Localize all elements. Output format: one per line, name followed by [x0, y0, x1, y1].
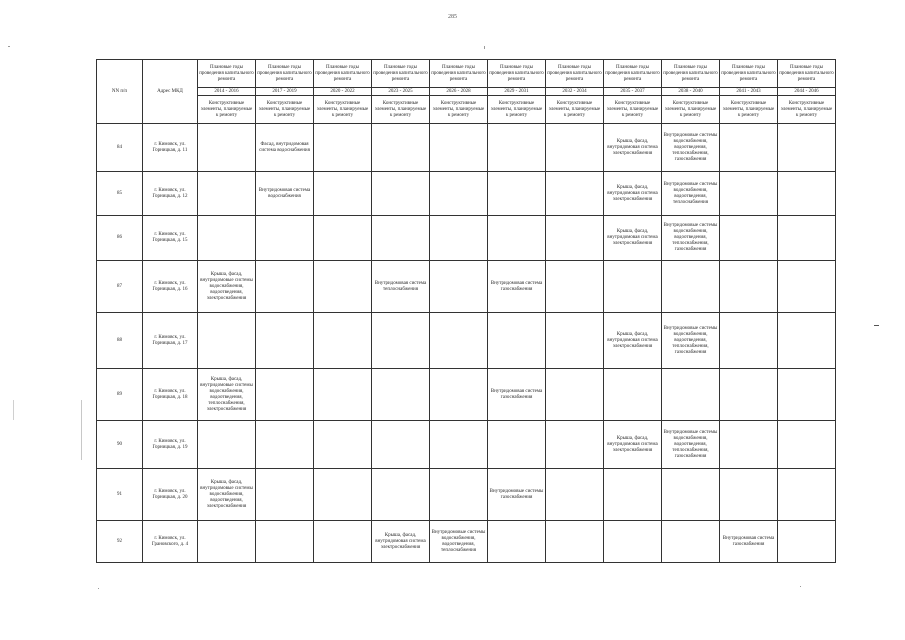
- repair-cell: [546, 172, 604, 216]
- repair-cell: [546, 124, 604, 172]
- repair-cell: [488, 313, 546, 369]
- repair-cell: [372, 313, 430, 369]
- repair-cell: Внутридомовые системы водоснабжения, водоотведения, теплоснабжения: [662, 172, 720, 216]
- repair-cell: Крыша, фасад, внутридомовая система электроснабжения: [604, 421, 662, 469]
- repair-cell: Внутридомовые системы водоснабжения, водоотведения, теплоснабжения: [430, 521, 488, 563]
- repair-cell: [256, 369, 314, 421]
- repair-cell: [256, 421, 314, 469]
- repair-cell: [488, 521, 546, 563]
- repair-cell: [720, 421, 778, 469]
- repair-cell: [778, 313, 836, 369]
- repair-cell: [314, 124, 372, 172]
- repair-cell: [372, 369, 430, 421]
- repair-cell: [430, 469, 488, 521]
- row-number: 86: [97, 216, 143, 261]
- repair-cell: [604, 369, 662, 421]
- table-row: [97, 521, 836, 563]
- table-row: [97, 124, 836, 172]
- header-period-elements: Конструктивные элементы, планируемые к ремонту: [778, 96, 836, 124]
- header-period-elements: Конструктивные элементы, планируемые к ремонту: [488, 96, 546, 124]
- repair-cell: Крыша, фасад, внутридомовые системы водоснабжения, водоотведения, теплоснабжения, электроснабжения: [198, 369, 256, 421]
- repair-cell: [198, 313, 256, 369]
- repair-cell: [778, 369, 836, 421]
- repair-cell: [546, 313, 604, 369]
- repair-cell: [314, 369, 372, 421]
- repair-cell: [778, 469, 836, 521]
- repair-cell: [372, 216, 430, 261]
- repair-cell: [546, 469, 604, 521]
- header-period-title: Плановые годы проведения капитального ремонта: [720, 60, 778, 88]
- repair-cell: [372, 469, 430, 521]
- repair-cell: [778, 172, 836, 216]
- page-number: 285: [448, 14, 457, 20]
- repair-cell: [314, 216, 372, 261]
- row-address: г. Кимовск, ул. Горницкая, д. 19: [143, 421, 198, 469]
- repair-cell: Крыша, фасад, внутридомовая система электроснабжения: [604, 172, 662, 216]
- repair-cell: [430, 313, 488, 369]
- repair-cell: [198, 172, 256, 216]
- row-number: 85: [97, 172, 143, 216]
- scan-mark: [484, 46, 485, 49]
- repair-cell: [778, 421, 836, 469]
- scan-mark: [874, 325, 879, 326]
- repair-cell: [662, 521, 720, 563]
- header-number: NN п/п: [97, 60, 143, 124]
- row-number: 87: [97, 261, 143, 313]
- repair-cell: [430, 261, 488, 313]
- header-period-title: Плановые годы проведения капитального ремонта: [314, 60, 372, 88]
- row-address: г. Кимовск, ул. Горницкая, д. 16: [143, 261, 198, 313]
- header-period-years: 2029 - 2031: [488, 88, 546, 96]
- row-number: 91: [97, 469, 143, 521]
- header-period-title: Плановые годы проведения капитального ремонта: [256, 60, 314, 88]
- header-period-title: Плановые годы проведения капитального ремонта: [778, 60, 836, 88]
- repair-cell: Внутридомовые системы водоснабжения, водоотведения, теплоснабжения, газоснабжения: [662, 313, 720, 369]
- table-row: [97, 469, 836, 521]
- repair-cell: Внутридомовая система газоснабжения: [488, 261, 546, 313]
- header-period-elements: Конструктивные элементы, планируемые к ремонту: [372, 96, 430, 124]
- repair-cell: [720, 261, 778, 313]
- header-period-elements: Конструктивные элементы, планируемые к ремонту: [546, 96, 604, 124]
- header-period-title: Плановые годы проведения капитального ремонта: [372, 60, 430, 88]
- repair-cell: [546, 521, 604, 563]
- header-period-elements: Конструктивные элементы, планируемые к ремонту: [662, 96, 720, 124]
- repair-cell: [488, 216, 546, 261]
- table-row: [97, 369, 836, 421]
- repair-cell: [314, 313, 372, 369]
- repair-cell: [314, 469, 372, 521]
- repair-cell: [256, 216, 314, 261]
- table-row: [97, 421, 836, 469]
- repair-cell: [546, 421, 604, 469]
- header-period-elements: Конструктивные элементы, планируемые к ремонту: [314, 96, 372, 124]
- scan-mark: [98, 588, 99, 589]
- header-period-years: 2017 - 2019: [256, 88, 314, 96]
- repair-cell: [720, 369, 778, 421]
- repair-cell: Крыша, фасад, внутридомовая система электроснабжения: [372, 521, 430, 563]
- scan-mark: [800, 586, 801, 587]
- row-address: г. Кимовск, ул. Горницкая, д. 12: [143, 172, 198, 216]
- repair-cell: Крыша, фасад, внутридомовые системы водоснабжения, водоотведения, электроснабжения: [198, 261, 256, 313]
- header-period-years: 2026 - 2028: [430, 88, 488, 96]
- repair-cell: [778, 261, 836, 313]
- scan-mark: [8, 46, 10, 47]
- repair-cell: Внутридомовая система теплоснабжения: [372, 261, 430, 313]
- repair-cell: Крыша, фасад, внутридомовая система электроснабжения: [604, 124, 662, 172]
- repair-cell: [256, 469, 314, 521]
- repair-cell: [430, 216, 488, 261]
- repair-cell: [256, 313, 314, 369]
- header-period-years: 2044 - 2046: [778, 88, 836, 96]
- row-address: г. Кимовск, ул. Горницкая, д. 17: [143, 313, 198, 369]
- header-period-title: Плановые годы проведения капитального ремонта: [546, 60, 604, 88]
- row-number: 88: [97, 313, 143, 369]
- header-period-title: Плановые годы проведения капитального ремонта: [430, 60, 488, 88]
- repair-cell: [256, 261, 314, 313]
- repair-cell: [662, 369, 720, 421]
- repair-cell: [198, 521, 256, 563]
- repair-cell: Внутридомовые системы водоснабжения, водоотведения, теплоснабжения, газоснабжения: [662, 421, 720, 469]
- repair-cell: Крыша, фасад, внутридомовая система электроснабжения: [604, 216, 662, 261]
- table-row: [97, 261, 836, 313]
- repair-cell: [198, 421, 256, 469]
- header-period-elements: Конструктивные элементы, планируемые к ремонту: [604, 96, 662, 124]
- header-period-years: 2023 - 2025: [372, 88, 430, 96]
- header-period-title: Плановые годы проведения капитального ремонта: [662, 60, 720, 88]
- repair-cell: [430, 421, 488, 469]
- repair-cell: [546, 216, 604, 261]
- table-row: [97, 172, 836, 216]
- repair-cell: [720, 216, 778, 261]
- scan-mark: [13, 400, 14, 420]
- repair-cell: [604, 261, 662, 313]
- row-number: 84: [97, 124, 143, 172]
- repair-cell: [198, 216, 256, 261]
- row-number: 89: [97, 369, 143, 421]
- repair-cell: Фасад, внутридомовая система водоснабжения: [256, 124, 314, 172]
- repair-cell: [488, 421, 546, 469]
- repair-cell: [720, 469, 778, 521]
- repair-cell: [778, 521, 836, 563]
- header-period-title: Плановые годы проведения капитального ремонта: [198, 60, 256, 88]
- repair-cell: [720, 313, 778, 369]
- repair-cell: [314, 421, 372, 469]
- header-period-years: 2038 - 2040: [662, 88, 720, 96]
- row-number: 90: [97, 421, 143, 469]
- repair-cell: [546, 369, 604, 421]
- scan-mark: [81, 400, 82, 460]
- repair-cell: [604, 469, 662, 521]
- row-address: г. Кимовск, ул. Горницкая, д. 11: [143, 124, 198, 172]
- header-period-elements: Конструктивные элементы, планируемые к ремонту: [430, 96, 488, 124]
- repair-cell: [372, 124, 430, 172]
- repair-cell: [430, 172, 488, 216]
- repair-cell: [662, 469, 720, 521]
- repair-cell: [256, 521, 314, 563]
- repair-cell: [198, 124, 256, 172]
- repair-cell: Крыша, фасад, внутридомовая система электроснабжения: [604, 313, 662, 369]
- repair-cell: [604, 521, 662, 563]
- row-address: г. Кимовск, ул. Горницкая, д. 20: [143, 469, 198, 521]
- header-period-elements: Конструктивные элементы, планируемые к ремонту: [720, 96, 778, 124]
- repair-cell: Внутридомовые системы водоснабжения, водоотведения, теплоснабжения, газоснабжения: [662, 124, 720, 172]
- repair-cell: [430, 124, 488, 172]
- repair-cell: Крыша, фасад, внутридомовые системы водоснабжения, водоотведения, электроснабжения: [198, 469, 256, 521]
- repair-cell: [372, 421, 430, 469]
- repair-cell: [662, 261, 720, 313]
- repair-cell: [778, 124, 836, 172]
- repair-cell: [314, 521, 372, 563]
- repair-cell: [314, 172, 372, 216]
- header-period-title: Плановые годы проведения капитального ремонта: [488, 60, 546, 88]
- repair-cell: [372, 172, 430, 216]
- repair-cell: [488, 172, 546, 216]
- row-address: г. Кимовск, ул. Горницкая, д. 15: [143, 216, 198, 261]
- repair-cell: [720, 172, 778, 216]
- repair-cell: Внутридомовые системы газоснабжения: [488, 469, 546, 521]
- repair-cell: [314, 261, 372, 313]
- header-period-years: 2041 - 2043: [720, 88, 778, 96]
- repair-cell: [546, 261, 604, 313]
- repair-cell: [430, 369, 488, 421]
- header-period-years: 2035 - 2037: [604, 88, 662, 96]
- repair-cell: Внутридомовая система газоснабжения: [720, 521, 778, 563]
- row-address: г. Кимовск, ул. Грановского, д. 4: [143, 521, 198, 563]
- header-period-years: 2014 - 2016: [198, 88, 256, 96]
- header-period-elements: Конструктивные элементы, планируемые к ремонту: [198, 96, 256, 124]
- header-period-title: Плановые годы проведения капитального ремонта: [604, 60, 662, 88]
- repair-cell: Внутридомовая система газоснабжения: [488, 369, 546, 421]
- repair-schedule-table: [96, 59, 836, 563]
- repair-cell: [488, 124, 546, 172]
- table-row: [97, 313, 836, 369]
- table-row: [97, 216, 836, 261]
- repair-cell: Внутридомовые системы водоснабжения, водоотведения, теплоснабжения, газоснабжения: [662, 216, 720, 261]
- repair-cell: Внутридомовая система водоснабжения: [256, 172, 314, 216]
- repair-cell: [720, 124, 778, 172]
- row-number: 92: [97, 521, 143, 563]
- row-address: г. Кимовск, ул. Горницкая, д. 18: [143, 369, 198, 421]
- header-period-years: 2020 - 2022: [314, 88, 372, 96]
- header-period-elements: Конструктивные элементы, планируемые к ремонту: [256, 96, 314, 124]
- header-address: Адрес МКД: [143, 60, 198, 124]
- header-period-years: 2032 - 2034: [546, 88, 604, 96]
- repair-cell: [778, 216, 836, 261]
